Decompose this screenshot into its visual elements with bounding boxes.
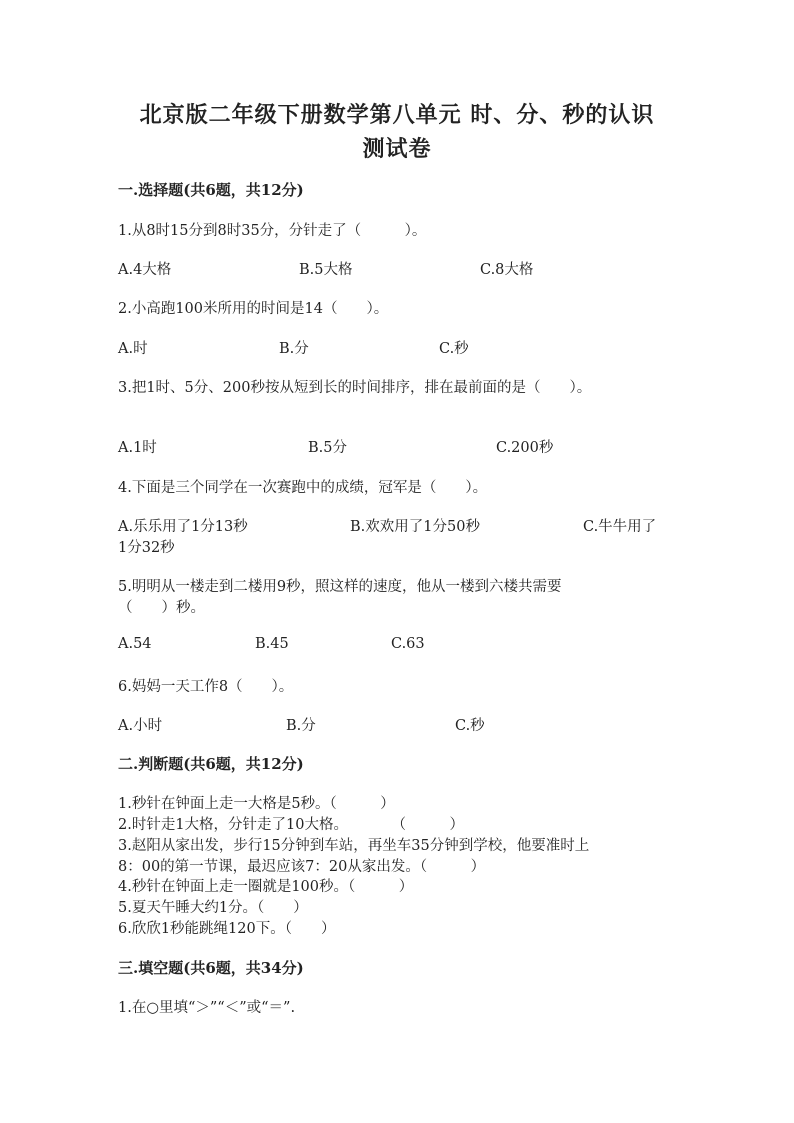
option-c: C.8大格 xyxy=(480,262,534,278)
judge-item: 1.秒针在钟面上走一大格是5秒。（ ） xyxy=(118,796,395,812)
judge-item: 6.欣欣1秒能跳绳120下。（ ） xyxy=(118,921,336,937)
option-c: C.牛牛用了 xyxy=(583,519,657,535)
option-a: A.小时 xyxy=(118,718,163,734)
question-stem-continued: （ ）秒。 xyxy=(118,600,205,616)
question-stem: 5.明明从一楼走到二楼用9秒，照这样的速度，他从一楼到六楼共需要 xyxy=(118,579,562,595)
option-a: A.时 xyxy=(118,341,148,357)
section-heading-judge: 二.判断题(共6题，共12分) xyxy=(118,755,304,773)
section-heading-fill: 三.填空题(共6题，共34分) xyxy=(118,959,304,977)
question-stem: 3.把1时、5分、200秒按从短到长的时间排序，排在最前面的是（ ）。 xyxy=(118,380,592,396)
page-title: 北京版二年级下册数学第八单元 时、分、秒的认识 xyxy=(139,102,655,128)
option-c: C.200秒 xyxy=(496,440,554,456)
option-b: B.分 xyxy=(279,341,309,357)
page-title-line2: 测试卷 xyxy=(362,136,432,162)
option-c: C.63 xyxy=(391,636,425,652)
question-stem: 6.妈妈一天工作8（ ）。 xyxy=(118,679,294,695)
option-a: A.1时 xyxy=(118,440,157,456)
judge-item: 5.夏天午睡大约1分。（ ） xyxy=(118,900,308,916)
judge-item: 3.赵阳从家出发，步行15分钟到车站，再坐车35分钟到学校，他要准时上 xyxy=(118,838,590,854)
option-b: B.45 xyxy=(255,636,289,652)
option-a: A.54 xyxy=(118,636,152,652)
judge-item: 4.秒针在钟面上走一圈就是100秒。（ ） xyxy=(118,879,414,895)
judge-item-continued: 8：00的第一节课，最迟应该7：20从家出发。（ ） xyxy=(118,859,486,875)
option-a: A.乐乐用了1分13秒 xyxy=(118,519,248,535)
question-stem: 1.从8时15分到8时35分，分针走了（ ）。 xyxy=(118,223,427,239)
section-heading-choice: 一.选择题(共6题，共12分) xyxy=(118,181,304,199)
option-b: B.5大格 xyxy=(299,262,353,278)
option-b: B.5分 xyxy=(308,440,347,456)
option-b: B.分 xyxy=(286,718,316,734)
option-c: C.秒 xyxy=(439,341,469,357)
option-c-continued: 1分32秒 xyxy=(118,540,175,556)
option-c: C.秒 xyxy=(455,718,485,734)
fill-item: 1.在○里填“＞”“＜”或“＝”. xyxy=(118,1000,296,1016)
option-a: A.4大格 xyxy=(118,262,172,278)
judge-item: 2.时针走1大格，分针走了10大格。 （ ） xyxy=(118,817,465,833)
option-b: B.欢欢用了1分50秒 xyxy=(350,519,480,535)
question-stem: 2.小高跑100米所用的时间是14（ ）。 xyxy=(118,301,389,317)
question-stem: 4.下面是三个同学在一次赛跑中的成绩，冠军是（ ）。 xyxy=(118,480,488,496)
